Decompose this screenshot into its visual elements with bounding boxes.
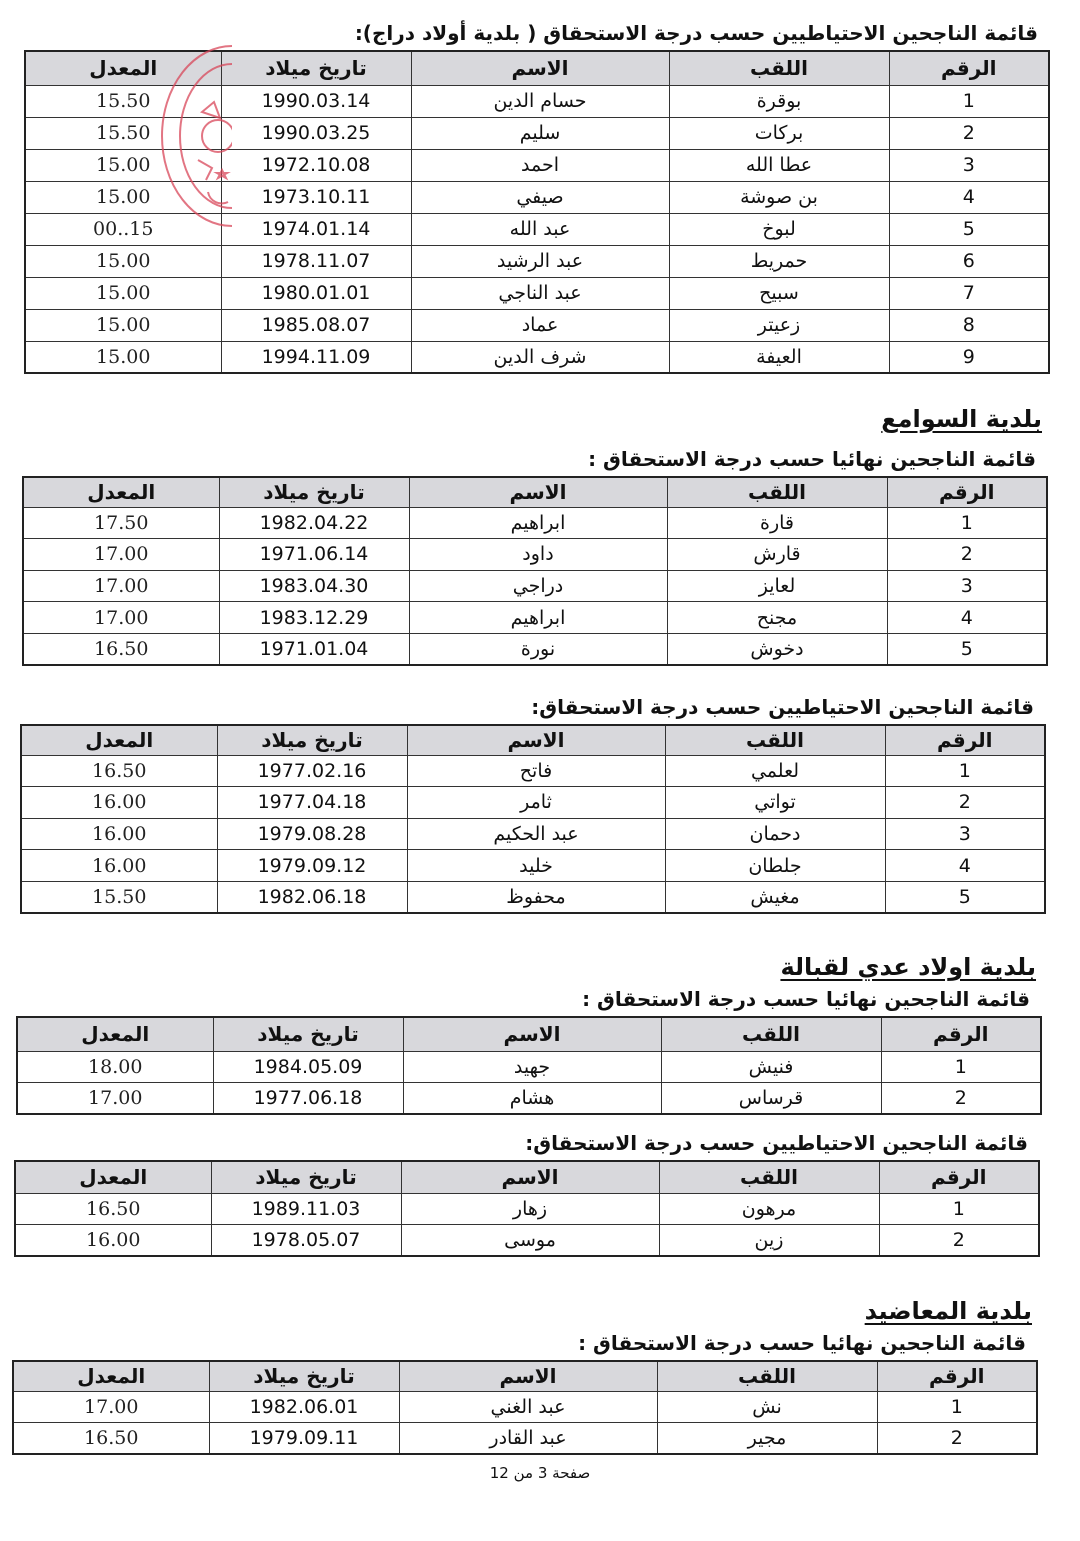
municipality-heading: بلدية المعاضيد [864,1297,1032,1325]
rank-cell: 3 [887,570,1047,602]
firstname-cell: ثامر [407,787,665,819]
column-header: تاريخ ميلاد [213,1017,403,1051]
firstname-cell: هشام [403,1083,661,1115]
rank-cell: 2 [889,117,1049,149]
table-row [23,633,1047,665]
surname-cell: مرهون [659,1193,879,1225]
rank-cell: 8 [889,309,1049,341]
rank-cell: 1 [877,1391,1037,1423]
column-header: تاريخ ميلاد [221,51,411,85]
firstname-cell: عبد القادر [399,1423,657,1455]
birthdate-cell: 1979.09.12 [217,850,407,882]
section-caption: قائمة الناجحين الاحتياطيين حسب درجة الاستحقاق: [525,1131,1028,1155]
table-row [21,787,1045,819]
rank-cell: 1 [887,507,1047,539]
rank-cell: 3 [889,149,1049,181]
column-header: اللقب [659,1161,879,1193]
birthdate-cell: 1971.06.14 [219,539,409,571]
column-header: الرقم [887,477,1047,507]
column-header: الرقم [881,1017,1041,1051]
birthdate-cell: 1978.05.07 [211,1225,401,1257]
column-header: اللقب [667,477,887,507]
surname-cell: دخوش [667,633,887,665]
rank-cell: 6 [889,245,1049,277]
rank-cell: 2 [877,1423,1037,1455]
column-header: المعدل [25,51,221,85]
surname-cell: لعلمي [665,755,885,787]
grade-cell: 17.00 [13,1391,209,1423]
rank-cell: 4 [889,181,1049,213]
birthdate-cell: 1977.04.18 [217,787,407,819]
table-row [21,881,1045,913]
firstname-cell: جهيد [403,1051,661,1083]
table-row [15,1225,1039,1257]
birthdate-cell: 1984.05.09 [213,1051,403,1083]
birthdate-cell: 1974.01.14 [221,213,411,245]
grade-cell: 17.00 [23,602,219,634]
birthdate-cell: 1982.06.01 [209,1391,399,1423]
rank-cell: 1 [885,755,1045,787]
grade-cell: 17.00 [23,539,219,571]
column-header: الاسم [403,1017,661,1051]
table-row [15,1193,1039,1225]
municipality-heading: بلدية اولاد عدي لقبالة [780,953,1036,981]
results-table [22,476,1048,666]
surname-cell: فنيش [661,1051,881,1083]
firstname-cell: نورة [409,633,667,665]
table-row [17,1051,1041,1083]
rank-cell: 5 [887,633,1047,665]
firstname-cell: محفوظ [407,881,665,913]
section-5 [16,1130,1040,1257]
firstname-cell: فاتح [407,755,665,787]
grade-cell: 15.00 [25,277,221,309]
rank-cell: 1 [879,1193,1039,1225]
municipality-heading: بلدية السوامع [881,405,1042,433]
surname-cell: قارة [667,507,887,539]
results-table [20,724,1046,914]
table-header-row [23,477,1047,507]
birthdate-cell: 1972.10.08 [221,149,411,181]
surname-cell: سبيح [669,277,889,309]
grade-cell: 15.00 [25,245,221,277]
table-row [23,507,1047,539]
table-header-row [15,1161,1039,1193]
column-header: المعدل [17,1017,213,1051]
birthdate-cell: 1979.09.11 [209,1423,399,1455]
grade-cell: 16.50 [13,1423,209,1455]
surname-cell: العيفة [669,341,889,373]
table-row [21,850,1045,882]
surname-cell: دحمان [665,818,885,850]
firstname-cell: دراجي [409,570,667,602]
firstname-cell: عبد الله [411,213,669,245]
rank-cell: 3 [885,818,1045,850]
section-caption: قائمة الناجحين الاحتياطيين حسب درجة الاستحقاق: [531,695,1034,719]
surname-cell: مجنح [667,602,887,634]
firstname-cell: داود [409,539,667,571]
column-header: المعدل [15,1161,211,1193]
firstname-cell: احمد [411,149,669,181]
column-header: الاسم [409,477,667,507]
birthdate-cell: 1978.11.07 [221,245,411,277]
grade-cell: 17.50 [23,507,219,539]
rank-cell: 7 [889,277,1049,309]
column-header: الاسم [411,51,669,85]
rank-cell: 5 [889,213,1049,245]
surname-cell: قارش [667,539,887,571]
section-caption: قائمة الناجحين نهائيا حسب درجة الاستحقاق : [588,447,1036,471]
table-row [25,309,1049,341]
table-header-row [21,725,1045,755]
firstname-cell: حسام الدين [411,85,669,117]
birthdate-cell: 1983.12.29 [219,602,409,634]
firstname-cell: زهار [401,1193,659,1225]
surname-cell: قرساس [661,1083,881,1115]
grade-cell: 16.00 [21,787,217,819]
grade-cell: 16.50 [23,633,219,665]
firstname-cell: سليم [411,117,669,149]
surname-cell: بركات [669,117,889,149]
surname-cell: تواتي [665,787,885,819]
grade-cell: 15.00 [25,309,221,341]
column-header: الرقم [885,725,1045,755]
grade-cell: 17.00 [23,570,219,602]
surname-cell: عطا الله [669,149,889,181]
grade-cell: 15.50 [25,117,221,149]
rank-cell: 2 [881,1083,1041,1115]
rank-cell: 9 [889,341,1049,373]
birthdate-cell: 1977.02.16 [217,755,407,787]
column-header: تاريخ ميلاد [211,1161,401,1193]
firstname-cell: شرف الدين [411,341,669,373]
grade-cell: 16.50 [15,1193,211,1225]
table-header-row [13,1361,1037,1391]
birthdate-cell: 1980.01.01 [221,277,411,309]
column-header: المعدل [21,725,217,755]
surname-cell: زين [659,1225,879,1257]
rank-cell: 1 [881,1051,1041,1083]
table-row [21,818,1045,850]
surname-cell: بوقرة [669,85,889,117]
column-header: تاريخ ميلاد [217,725,407,755]
results-table [12,1360,1038,1455]
rank-cell: 2 [885,787,1045,819]
firstname-cell: عبد الرشيد [411,245,669,277]
table-row [25,341,1049,373]
birthdate-cell: 1983.04.30 [219,570,409,602]
results-table [14,1160,1040,1257]
grade-cell: 16.00 [21,818,217,850]
firstname-cell: عبد الناجي [411,277,669,309]
surname-cell: مجير [657,1423,877,1455]
surname-cell: حمريط [669,245,889,277]
firstname-cell: ابراهيم [409,602,667,634]
grade-cell: 15.50 [25,85,221,117]
column-header: الاسم [399,1361,657,1391]
page-number: صفحة 3 من 12 [489,1464,591,1482]
grade-cell: 15.00 [25,341,221,373]
table-row [23,602,1047,634]
surname-cell: بن صوشة [669,181,889,213]
surname-cell: زعيتر [669,309,889,341]
birthdate-cell: 1990.03.25 [221,117,411,149]
column-header: تاريخ ميلاد [209,1361,399,1391]
grade-cell: 15.00 [25,149,221,181]
surname-cell: نش [657,1391,877,1423]
birthdate-cell: 1977.06.18 [213,1083,403,1115]
birthdate-cell: 1982.06.18 [217,881,407,913]
birthdate-cell: 1979.08.28 [217,818,407,850]
birthdate-cell: 1994.11.09 [221,341,411,373]
surname-cell: لعايز [667,570,887,602]
rank-cell: 5 [885,881,1045,913]
section-3 [22,694,1046,914]
column-header: الرقم [879,1161,1039,1193]
birthdate-cell: 1989.11.03 [211,1193,401,1225]
section-caption: قائمة الناجحين نهائيا حسب درجة الاستحقاق : [578,1331,1026,1355]
section-6 [14,1296,1038,1455]
rank-cell: 2 [887,539,1047,571]
grade-cell: 15..00 [25,213,221,245]
column-header: تاريخ ميلاد [219,477,409,507]
column-header: المعدل [13,1361,209,1391]
birthdate-cell: 1982.04.22 [219,507,409,539]
section-2 [24,404,1048,666]
table-header-row [17,1017,1041,1051]
rank-cell: 2 [879,1225,1039,1257]
birthdate-cell: 1973.10.11 [221,181,411,213]
birthdate-cell: 1971.01.04 [219,633,409,665]
firstname-cell: عبد الحكيم [407,818,665,850]
surname-cell: جلطان [665,850,885,882]
grade-cell: 17.00 [17,1083,213,1115]
section-caption: قائمة الناجحين نهائيا حسب درجة الاستحقاق : [582,987,1030,1011]
column-header: اللقب [669,51,889,85]
column-header: الرقم [889,51,1049,85]
column-header: اللقب [661,1017,881,1051]
table-row [17,1083,1041,1115]
results-table [16,1016,1042,1115]
grade-cell: 16.50 [21,755,217,787]
column-header: اللقب [657,1361,877,1391]
table-row [23,539,1047,571]
table-row [13,1391,1037,1423]
firstname-cell: موسى [401,1225,659,1257]
firstname-cell: عبد الغني [399,1391,657,1423]
firstname-cell: صيفي [411,181,669,213]
section-4 [18,952,1042,1115]
firstname-cell: ابراهيم [409,507,667,539]
column-header: الرقم [877,1361,1037,1391]
grade-cell: 16.00 [15,1225,211,1257]
column-header: الاسم [407,725,665,755]
rank-cell: 4 [887,602,1047,634]
firstname-cell: عماد [411,309,669,341]
grade-cell: 15.00 [25,181,221,213]
column-header: المعدل [23,477,219,507]
official-stamp-icon [158,42,232,230]
table-row [13,1423,1037,1455]
birthdate-cell: 1990.03.14 [221,85,411,117]
surname-cell: مغيش [665,881,885,913]
grade-cell: 16.00 [21,850,217,882]
grade-cell: 15.50 [21,881,217,913]
birthdate-cell: 1985.08.07 [221,309,411,341]
column-header: اللقب [665,725,885,755]
surname-cell: لبوخ [669,213,889,245]
table-row [25,245,1049,277]
table-row [25,277,1049,309]
column-header: الاسم [401,1161,659,1193]
section-caption: قائمة الناجحين الاحتياطيين حسب درجة الاستحقاق ( بلدية أولاد دراج): [354,21,1038,45]
firstname-cell: خليد [407,850,665,882]
table-row [23,570,1047,602]
rank-cell: 1 [889,85,1049,117]
table-row [21,755,1045,787]
rank-cell: 4 [885,850,1045,882]
grade-cell: 18.00 [17,1051,213,1083]
